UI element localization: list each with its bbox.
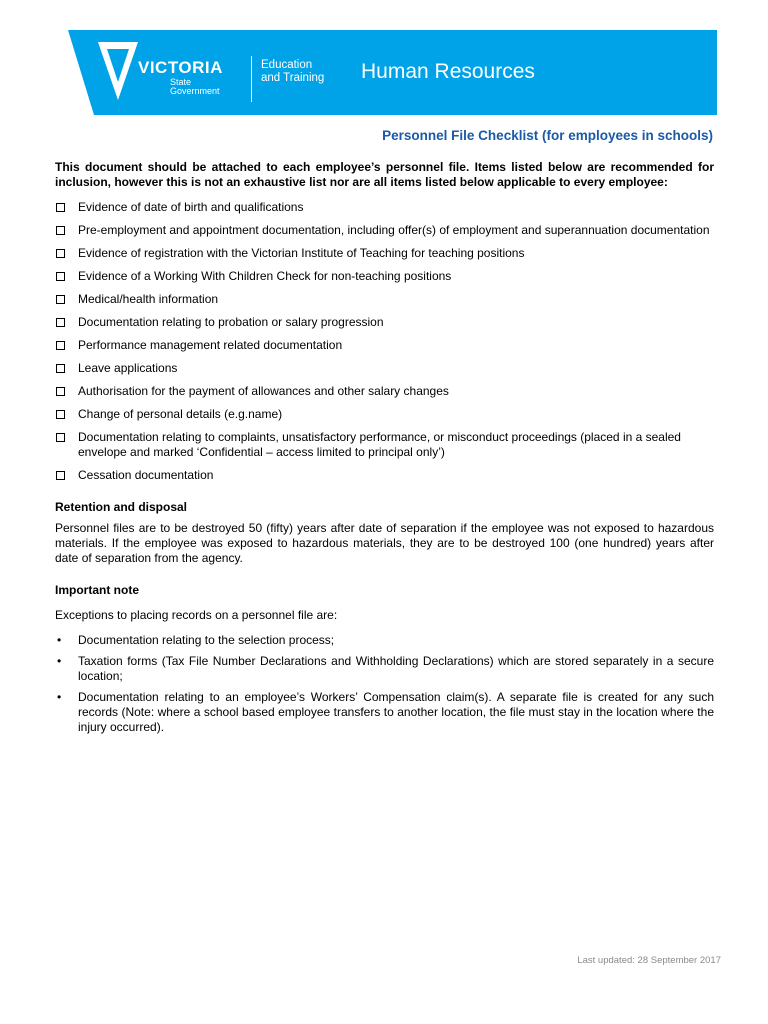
checkbox-icon: [56, 318, 65, 327]
logo-government: Government: [170, 86, 220, 96]
checklist-item-label: Authorisation for the payment of allowances and other salary changes: [78, 384, 449, 398]
last-updated: Last updated: 28 September 2017: [577, 955, 721, 966]
checklist-item: [55, 292, 714, 307]
checklist-item-label: Evidence of date of birth and qualifications: [78, 200, 304, 214]
logo-divider: [251, 56, 252, 102]
logo-text: VICTORIA: [138, 58, 223, 77]
checklist-item: [55, 200, 714, 215]
checkbox-icon: [56, 341, 65, 350]
checklist-item-label: Cessation documentation: [78, 468, 214, 482]
checklist-item: [55, 384, 714, 399]
checklist-item: [55, 315, 714, 330]
retention-paragraph: Personnel files are to be destroyed 50 (fifty) years after date of separation if the employee was not exposed to hazardous materials. If the employee was exposed to hazardous materials, they are to be destroyed 100 (one hundred) years after date of separation from the agency.: [55, 521, 714, 565]
bullet-icon: •: [57, 633, 62, 647]
victoria-map-icon: [98, 42, 138, 102]
exception-item: [55, 690, 714, 735]
checkbox-icon: [56, 433, 65, 442]
exception-item: [55, 654, 714, 684]
checklist-item-label: Pre-employment and appointment documentation, including offer(s) of employment and superannuation documentation: [78, 223, 710, 237]
checklist-item-label: Evidence of registration with the Victorian Institute of Teaching for teaching positions: [78, 246, 525, 260]
checklist-item: [55, 269, 714, 284]
intro-paragraph: This document should be attached to each employee’s personnel file. Items listed below are recommended for inclusion, however this is not an exhaustive list nor are all items listed below applicable to every employee:: [55, 160, 714, 189]
checklist-item: [55, 430, 714, 460]
checklist-item: [55, 361, 714, 376]
checklist-item-label: Performance management related documentation: [78, 338, 343, 352]
checkbox-icon: [56, 410, 65, 419]
checklist: [55, 200, 714, 483]
important-note-heading: Important note: [55, 583, 139, 597]
retention-heading: Retention and disposal: [55, 500, 188, 514]
checkbox-icon: [56, 364, 65, 373]
checklist-item-label: Change of personal details (e.g.name): [78, 407, 283, 421]
checklist-item: [55, 468, 714, 483]
exception-item-label: Documentation relating to the selection process;: [78, 633, 335, 647]
checklist-item: [55, 223, 714, 238]
checkbox-icon: [56, 471, 65, 480]
exception-item-label: Documentation relating to an employee’s Workers’ Compensation claim(s). A separate file is created for any such records (Note: where a school based employee transfers to another location, the file must stay in the location where the injury occurred).: [78, 690, 714, 734]
checkbox-icon: [56, 249, 65, 258]
checklist-item-label: Evidence of a Working With Children Check for non-teaching positions: [78, 269, 452, 283]
checklist-item: [55, 338, 714, 353]
checkbox-icon: [56, 295, 65, 304]
banner-title: Human Resources: [361, 60, 535, 83]
checklist-item-label: Leave applications: [78, 361, 178, 375]
checklist-item-label: Documentation relating to probation or salary progression: [78, 315, 384, 329]
bullet-icon: •: [57, 690, 62, 704]
document-title: Personnel File Checklist (for employees in schools): [382, 128, 713, 143]
checkbox-icon: [56, 387, 65, 396]
checkbox-icon: [56, 226, 65, 235]
bullet-icon: •: [57, 654, 62, 668]
exceptions-list: [55, 633, 714, 735]
checkbox-icon: [56, 203, 65, 212]
header-banner: [52, 30, 717, 115]
exception-item: [55, 633, 714, 648]
logo-state: State: [170, 77, 192, 87]
note-intro: Exceptions to placing records on a personnel file are:: [55, 608, 338, 622]
checklist-item: [55, 407, 714, 422]
checklist-item: [55, 246, 714, 261]
document-body: [55, 160, 714, 741]
department-name: Education and Training: [261, 59, 325, 84]
exception-item-label: Taxation forms (Tax File Number Declarations and Withholding Declarations) which are stored separately in a secure location;: [78, 654, 714, 683]
checklist-item-label: Documentation relating to complaints, unsatisfactory performance, or misconduct proceedings (placed in a sealed envelope and marked ‘Confidential – access limited to principal only’): [78, 430, 681, 459]
checklist-item-label: Medical/health information: [78, 292, 219, 306]
checkbox-icon: [56, 272, 65, 281]
